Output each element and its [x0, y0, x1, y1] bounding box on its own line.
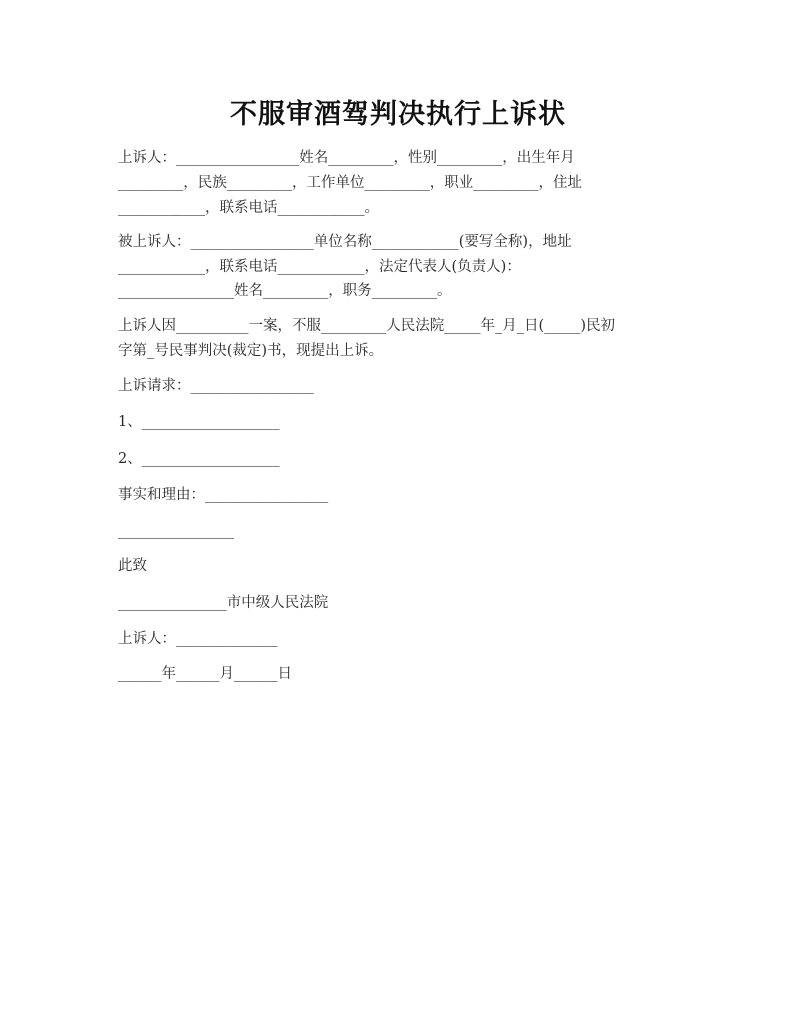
appellant-info-line-2: _________，民族_________，工作单位_________，职业_________，住址 — [118, 175, 582, 191]
case-statement-line-1: 上诉人因__________一案，不服_________人民法院_____年_月_日(_____)民初 — [118, 318, 616, 334]
appeal-request-item-2: 2、___________________ — [118, 451, 280, 467]
case-statement-line-2: 字第_号民事判决(裁定)书，现提出上诉。 — [118, 343, 384, 359]
appellant-signature-line: 上诉人：______________ — [118, 631, 278, 647]
appellee-info-line-3: ________________姓名_________，职务_________。 — [118, 283, 452, 299]
appeal-request-item-1: 1、___________________ — [118, 414, 280, 430]
date-line: ______年______月______日 — [118, 666, 292, 682]
document-title: 不服审酒驾判决执行上诉状 — [230, 99, 566, 130]
salutation: 此致 — [118, 558, 147, 574]
appellee-info-line-1: 被上诉人：_________________单位名称____________(要写全称)，地址 — [118, 234, 572, 250]
facts-and-reasons-label: 事实和理由：_________________ — [118, 487, 329, 503]
appellant-info-line-3: ____________，联系电话____________。 — [118, 200, 379, 216]
court-name-line: _______________市中级人民法院 — [118, 595, 329, 611]
appellee-info-line-2: ____________，联系电话____________，法定代表人(负责人)： — [118, 259, 521, 275]
appellant-info-line-1: 上诉人：_________________姓名_________，性别_________，出生年月 — [118, 150, 575, 166]
appeal-request-label: 上诉请求：_________________ — [118, 378, 314, 394]
facts-and-reasons-blank: ________________ — [118, 523, 234, 539]
